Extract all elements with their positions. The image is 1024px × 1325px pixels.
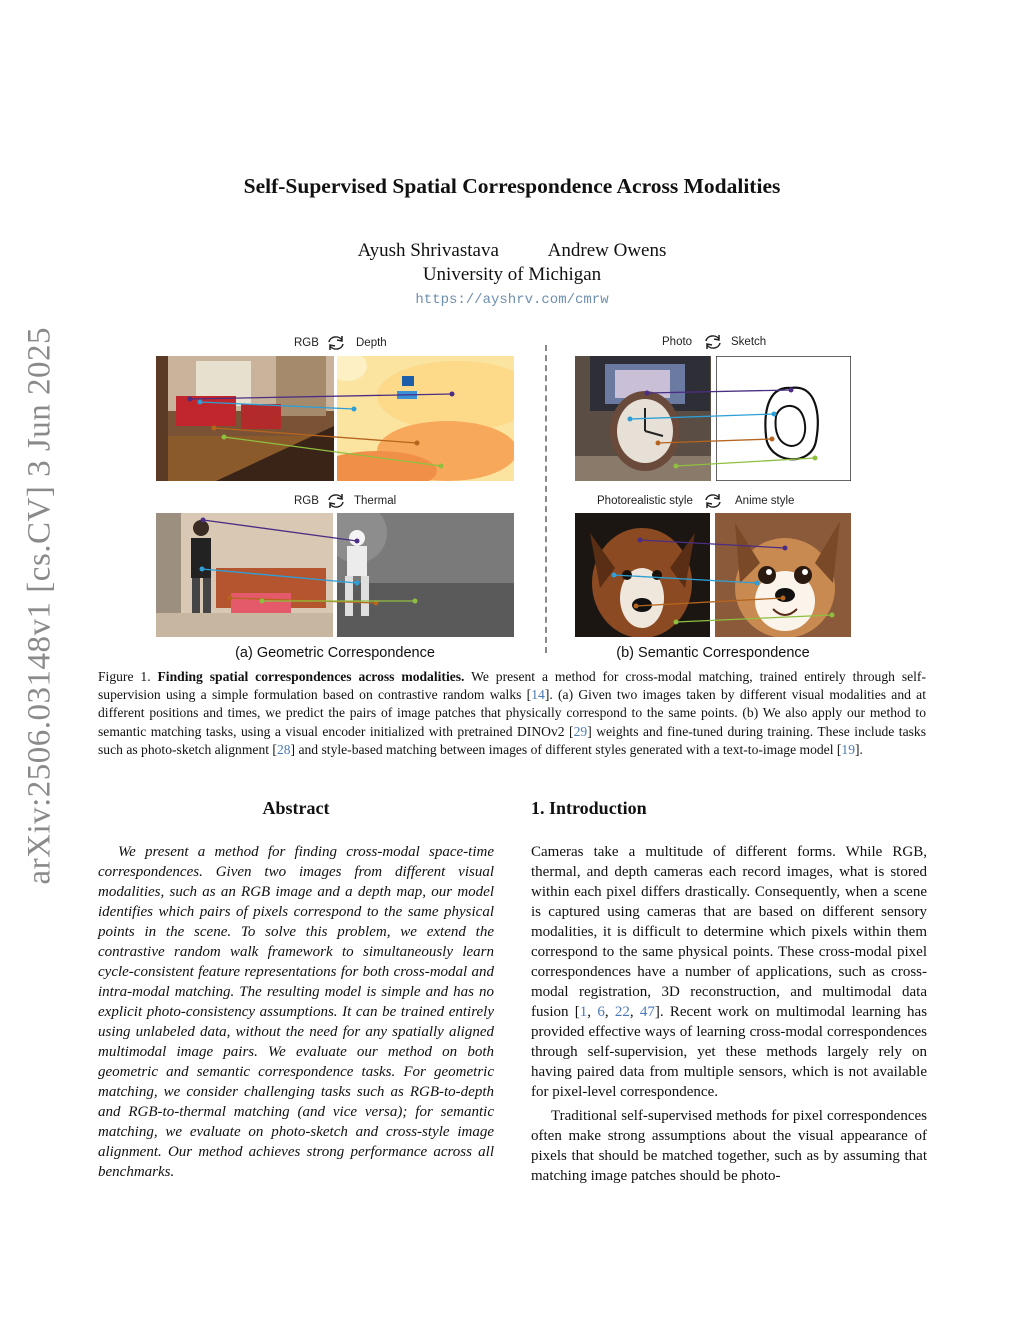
label-depth: Depth — [356, 337, 387, 349]
swap-arrows-icon — [326, 492, 346, 510]
author-name: Ayush Shrivastava — [357, 240, 499, 261]
citation-link[interactable]: 22 — [614, 1004, 630, 1020]
photo-image-clock — [575, 356, 711, 481]
project-url[interactable]: https://ayshrv.com/cmrw — [415, 292, 609, 308]
label-thermal: Thermal — [354, 495, 397, 507]
sketch-image-clock — [716, 356, 851, 481]
subcaption-semantic: (b) Semantic Correspondence — [616, 645, 810, 661]
anime-dog-image — [715, 513, 851, 637]
label-photorealistic-style: Photorealistic style — [597, 495, 693, 507]
subcaption-geometric: (a) Geometric Correspondence — [235, 645, 435, 661]
caption-text: We present a method for cross-modal matching, trained entirely through self-supervision using a simple formulation based on contrastive random walks [ — [98, 669, 926, 703]
citation-link[interactable]: 14 — [531, 687, 545, 703]
caption-text: ] and style-based matching between images of different styles generated with a text-to-image model [ — [290, 741, 842, 757]
abstract-body: We present a method for finding cross-modal space-time correspondences. Given two images from different visual modalities, such as an RGB image and a depth map, our model identifies which pairs of pixels correspond to the same physical points in the scene. To solve this problem, we extend the contrastive random walk framework to simultaneously learn cycle-consistent feature representations for both cross-modal and intra-modal matching. The resulting model is simple and has no explicit photo-consistency assumptions. It can be trained entirely using unlabeled data, without the need for any spatially aligned multimodal image pairs. We evaluate our method on both geometric and semantic correspondence tasks. For geometric matching, we consider challenging tasks such as RGB-to-depth and RGB-to-thermal matching (and vice versa); for semantic matching, we evaluate on photo-sketch and cross-style image alignment. Our method achieves strong performance across all benchmarks. — [98, 844, 494, 1180]
label-rgb: RGB — [294, 495, 319, 507]
figure-number: Figure 1. — [98, 669, 151, 684]
citation-link[interactable]: 19 — [841, 741, 855, 757]
intro-paragraph — [531, 842, 927, 1102]
thermal-image — [337, 513, 514, 637]
affiliation: University of Michigan — [422, 264, 602, 285]
abstract-section — [98, 796, 494, 1182]
caption-text: ]. (a) Given two images taken by different visual modalities and at different positions and times, we predict the pairs of image patches that physically correspond to the same points. (b) We also apply our method to semantic matching tasks, using a visual encoder initialized with pretrained DINOv2 [ — [98, 687, 926, 739]
label-photo: Photo — [662, 336, 693, 348]
intro-text: Cameras take a multitude of different forms. While RGB, thermal, and depth cameras each record images, what is stored within each pixel differs drastically. Consequently, when a scene is captured using cameras that are based on different sensory modalities, it is difficult to determine which pixels within them correspond to the same physical points. These cross-modal pixel correspondences have a number of applications, such as cross-modal registration, 3D reconstruction, and multimodal data fusion [ — [531, 844, 927, 1020]
introduction-section — [531, 796, 927, 1186]
citation-separator: , — [587, 1004, 598, 1020]
author-name: Andrew Owens — [547, 240, 667, 261]
label-rgb: RGB — [294, 337, 319, 349]
swap-arrows-icon — [326, 334, 346, 352]
citation-link[interactable]: 6 — [597, 1004, 605, 1020]
citation-link[interactable]: 29 — [573, 723, 588, 739]
citation-separator: , — [629, 1004, 640, 1020]
abstract-heading: Abstract — [262, 798, 330, 818]
author-list — [0, 240, 1024, 262]
introduction-heading: 1. Introduction — [531, 798, 647, 818]
arxiv-identifier: arXiv:2506.03148v1 [cs.CV] 3 Jun 2025 — [21, 327, 58, 885]
swap-arrows-icon — [703, 492, 723, 510]
label-anime-style: Anime style — [735, 495, 795, 507]
photorealistic-dog-image — [575, 513, 710, 637]
rgb-image-person-room — [156, 513, 333, 637]
citation-link[interactable]: 1 — [579, 1004, 588, 1020]
caption-bold: Finding spatial correspondences across modalities. — [157, 669, 465, 684]
citation-separator: , — [604, 1004, 615, 1020]
intro-text: ]. Recent work on multimodal learning has provided effective ways of learning cross-modal correspondences through self-supervision, yet these methods largely rely on having paired data from multiple sensors, which is not available for pixel-level correspondence. — [531, 1004, 928, 1100]
intro-paragraph: Traditional self-supervised methods for pixel correspondences often make strong assumptions about the visual appearance of pixels that should be matched together, such as by assuming that matching image patches should be photo- — [531, 1108, 927, 1184]
citation-link[interactable]: 47 — [639, 1004, 655, 1020]
paper-title: Self-Supervised Spatial Correspondence Across Modalities — [243, 174, 781, 198]
depth-map-image — [337, 356, 514, 481]
caption-text: ] weights and fine-tuned during training. These include tasks such as photo-sketch alignment [ — [98, 723, 926, 757]
figure-caption — [98, 668, 926, 759]
swap-arrows-icon — [703, 333, 723, 351]
citation-link[interactable]: 28 — [276, 741, 291, 757]
label-sketch: Sketch — [731, 336, 767, 348]
caption-text: ]. — [855, 741, 863, 757]
figure-divider — [545, 345, 547, 653]
rgb-image-living-room — [156, 356, 334, 481]
